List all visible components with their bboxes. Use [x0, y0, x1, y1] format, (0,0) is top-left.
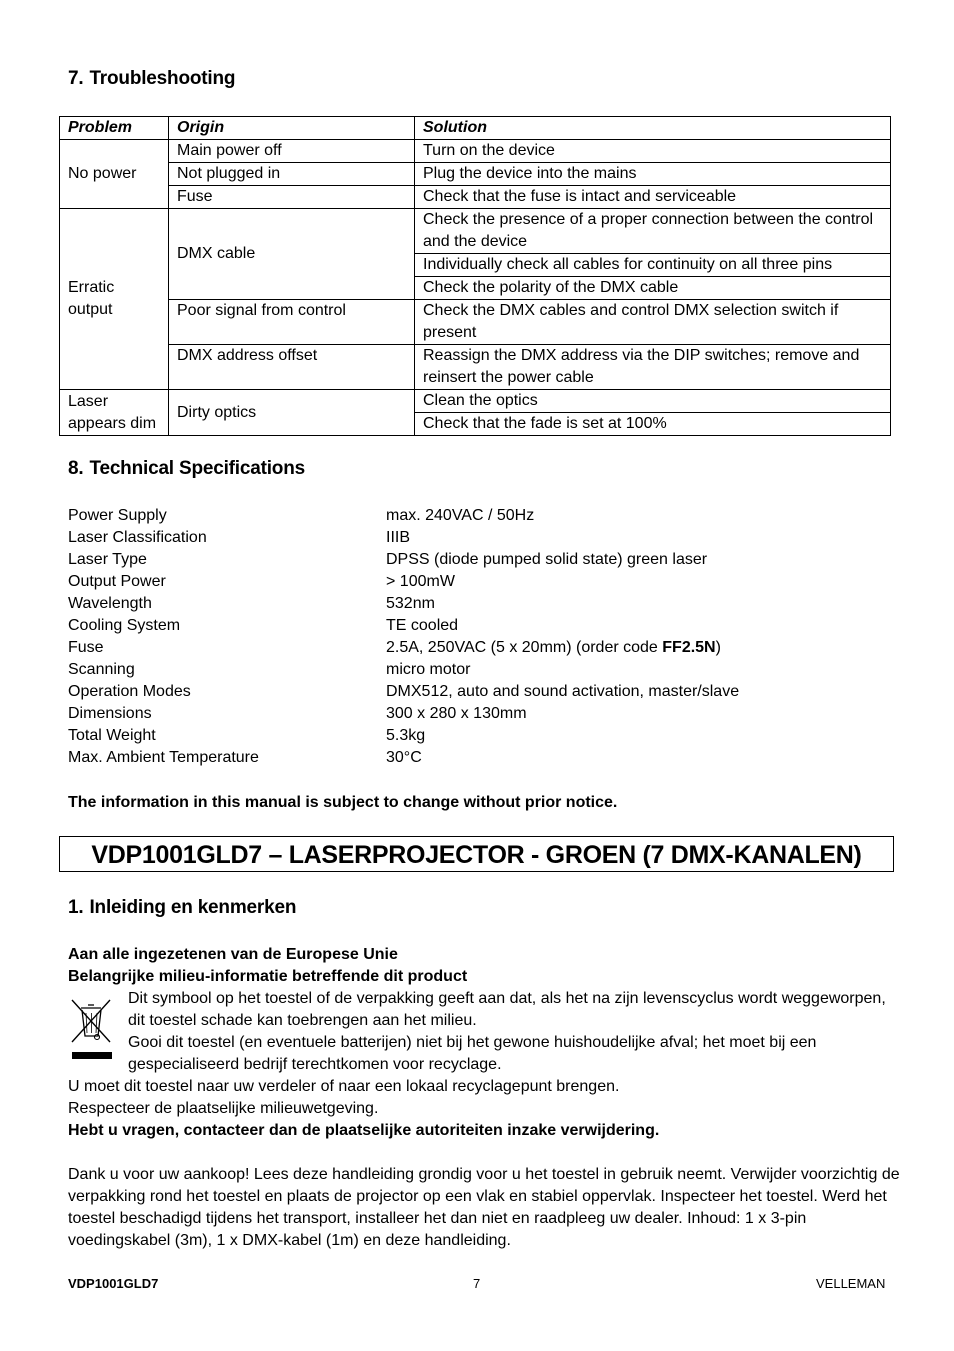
weee-bin-icon [68, 994, 116, 1064]
origin-cell: Poor signal from control [169, 300, 415, 345]
section-7-heading: 7. Troubleshooting [68, 68, 236, 89]
table-row [60, 390, 891, 413]
problem-cell: Laser appears dim [60, 390, 169, 436]
origin-cell: Not plugged in [169, 163, 415, 186]
intro-line-4: voedingskabel (3m), 1 x DMX-kabel (1m) en deze handleiding. [68, 1232, 511, 1249]
intro-line-1: Dank u voor uw aankoop! Lees deze handleiding grondig voor u het toestel in gebruik neemt. Verwijder voorzichtig de [68, 1166, 900, 1183]
eu-line-5: Hebt u vragen, contacteer dan de plaatselijke autoriteiten inzake verwijdering. [68, 1122, 660, 1139]
table-row [60, 209, 891, 254]
table-row [60, 163, 891, 186]
fuse-spec-value: 2.5A, 250VAC (5 x 20mm) (order code FF2.5N) [386, 639, 721, 656]
intro-line-3: toestel beschadigd tijdens het transport, installeer het dan niet en raadpleeg uw dealer. Inhoud: 1 x 3-pin [68, 1210, 807, 1227]
eu-line-3: U moet dit toestel naar uw verdeler of naar een lokaal recyclagepunt brengen. [68, 1078, 620, 1095]
solution-cell: Check the polarity of the DMX cable [415, 277, 891, 300]
solution-cell: Clean the optics [415, 390, 891, 413]
problem-cell: Erratic output [60, 209, 169, 390]
origin-cell: Dirty optics [169, 390, 415, 436]
weee-text-1a: Dit symbool op het toestel of de verpakking geeft aan dat, als het na zijn levenscyclus wordt weggeworpen, [128, 990, 886, 1007]
solution-cell: Check that the fuse is intact and serviceable [415, 186, 891, 209]
table-row [60, 186, 891, 209]
header-origin: Origin [169, 117, 415, 140]
intro-line-2: verpakking rond het toestel en plaats de projector op een vlak en stabiel oppervlak. Inspecteer het toestel. Werd het [68, 1188, 887, 1205]
dutch-product-title: VDP1001GLD7 – LASERPROJECTOR - GROEN (7 DMX-KANALEN) [59, 836, 894, 872]
footer-brand: VELLEMAN [816, 1276, 886, 1291]
section-1-heading: 1. Inleiding en kenmerken [68, 897, 297, 918]
table-row [60, 345, 891, 390]
table-row [60, 140, 891, 163]
section-8-heading: 8. Technical Specifications [68, 458, 305, 479]
problem-cell: No power [60, 140, 169, 209]
table-header-row [60, 117, 891, 140]
solution-cell: Individually check all cables for continuity on all three pins [415, 254, 891, 277]
origin-cell: DMX cable [169, 209, 415, 300]
table-row [60, 300, 891, 345]
header-problem: Problem [60, 117, 169, 140]
footer-model: VDP1001GLD7 [68, 1276, 159, 1291]
solution-cell: Plug the device into the mains [415, 163, 891, 186]
weee-text-2b: gespecialiseerd bedrijf terechtkomen voor recyclage. [128, 1056, 502, 1073]
change-notice: The information in this manual is subject to change without prior notice. [68, 794, 618, 811]
solution-cell: Check that the fade is set at 100% [415, 413, 891, 436]
solution-cell: Reassign the DMX address via the DIP switches; remove and reinsert the power cable [415, 345, 891, 390]
footer-page-number: 7 [473, 1276, 481, 1291]
solution-cell: Check the DMX cables and control DMX selection switch if present [415, 300, 891, 345]
solution-cell: Check the presence of a proper connection between the control and the device [415, 209, 891, 254]
solution-cell: Turn on the device [415, 140, 891, 163]
origin-cell: DMX address offset [169, 345, 415, 390]
origin-cell: Fuse [169, 186, 415, 209]
eu-heading-1: Aan alle ingezetenen van de Europese Unie [68, 946, 398, 963]
header-solution: Solution [415, 117, 891, 140]
origin-cell: Main power off [169, 140, 415, 163]
fuse-order-code: FF2.5N [662, 639, 716, 656]
eu-line-4: Respecteer de plaatselijke milieuwetgeving. [68, 1100, 379, 1117]
eu-heading-2: Belangrijke milieu-informatie betreffende dit product [68, 968, 468, 985]
weee-text-2a: Gooi dit toestel (en eventuele batterijen) niet bij het gewone huishoudelijke afval; het moet bij een [128, 1034, 817, 1051]
weee-text-1b: dit toestel schade kan toebrengen aan het milieu. [128, 1012, 477, 1029]
troubleshooting-table [59, 116, 891, 436]
